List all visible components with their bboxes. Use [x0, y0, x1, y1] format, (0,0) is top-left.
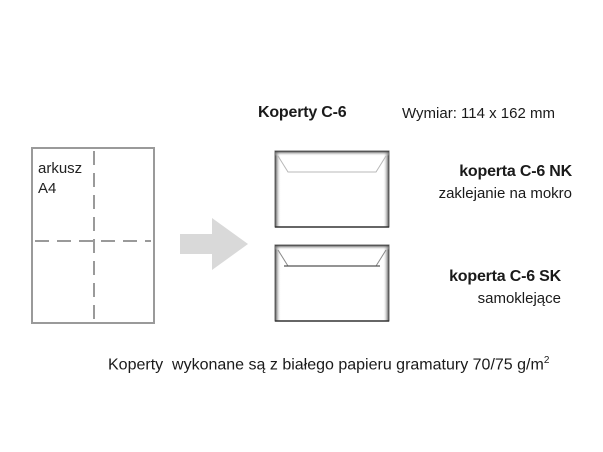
sheet-label-line1: arkusz [38, 160, 83, 177]
envelope-icon [274, 244, 390, 322]
envelope-nk-description: zaklejanie na mokro [438, 185, 572, 202]
sheet-label-line2: A4 [38, 180, 57, 197]
paper-info-main: Koperty wykonane są z białego papieru gramatury 70/75 g/m [108, 356, 544, 374]
envelope-sk-description: samoklejące [477, 290, 561, 307]
product-title: Koperty C-6 [258, 104, 347, 121]
envelope-sk-name: koperta C-6 SK [449, 268, 561, 285]
paper-info-superscript: 2 [543, 355, 550, 366]
envelope-icon [274, 150, 390, 228]
dimensions-text: Wymiar: 114 x 162 mm [402, 105, 555, 122]
paper-info-text [108, 355, 549, 374]
arrow-right-icon [178, 214, 252, 274]
envelope-nk-name: koperta C-6 NK [459, 163, 572, 180]
